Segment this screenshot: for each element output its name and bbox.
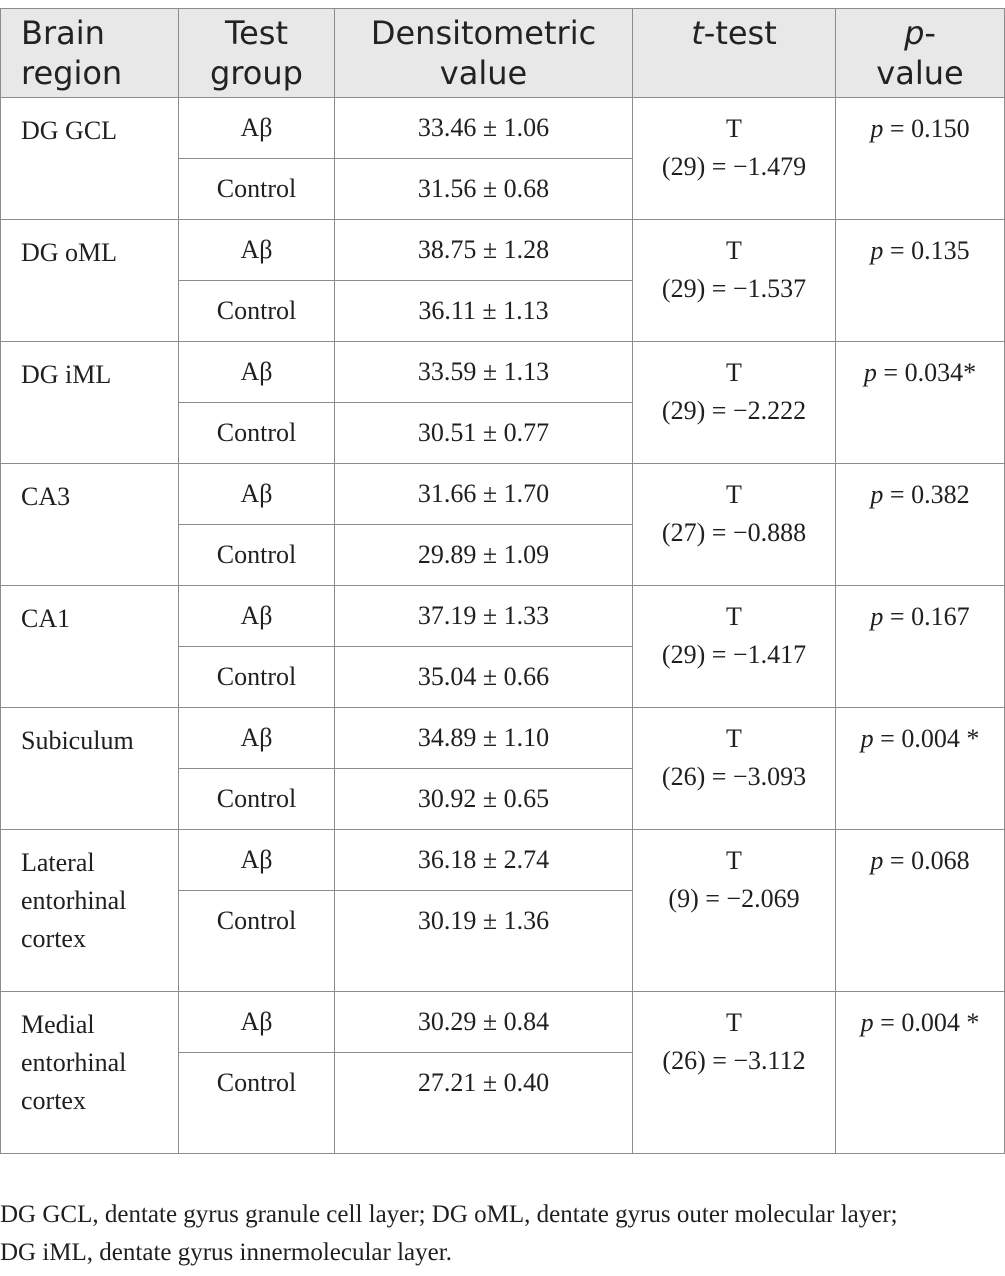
cell-test-group: Aβ (179, 992, 335, 1053)
p-number: = 0.382 (883, 480, 970, 509)
cell-t-test (633, 220, 836, 342)
p-value-text (836, 104, 1004, 154)
t-statistic-value: (26) = −3.112 (662, 1046, 806, 1075)
p-label: p (870, 846, 884, 875)
p-label: p (860, 724, 874, 753)
header-brain-region: Brain region (1, 9, 179, 98)
p-number: = 0.004 * (873, 724, 980, 753)
t-statistic-value: (29) = −1.537 (661, 274, 807, 303)
p-value-text (836, 836, 1004, 886)
cell-p-value (836, 708, 1005, 830)
cell-densitometric-value: 33.59 ± 1.13 (335, 342, 633, 403)
header-row (1, 9, 1005, 98)
cell-densitometric-value: 37.19 ± 1.33 (335, 586, 633, 647)
table-row (1, 708, 1005, 769)
footnote-line: DG GCL, dentate gyrus granule cell layer; DG oML, dentate gyrus outer molecular layer; (0, 1201, 898, 1228)
cell-t-test (633, 830, 836, 992)
region-text: CA3 (21, 482, 71, 511)
header-t-test: t-test (633, 9, 836, 98)
t-statistic-label: T (726, 236, 742, 265)
cell-p-value (836, 98, 1005, 220)
p-value-text (836, 348, 1004, 398)
table-row (1, 342, 1005, 403)
cell-test-group: Aβ (179, 98, 335, 159)
p-number: = 0.068 (883, 846, 970, 875)
cell-t-test (633, 464, 836, 586)
cell-densitometric-value: 27.21 ± 0.40 (335, 1053, 633, 1154)
region-text: Lateral (21, 848, 95, 877)
t-statistic-label: T (726, 602, 742, 631)
cell-test-group: Control (179, 769, 335, 830)
table-row (1, 464, 1005, 525)
cell-test-group: Aβ (179, 830, 335, 891)
t-statistic-value: (29) = −1.417 (661, 640, 807, 669)
cell-brain-region (1, 830, 179, 992)
p-number: = 0.034* (876, 358, 977, 387)
cell-densitometric-value: 30.51 ± 0.77 (335, 403, 633, 464)
p-value-text (836, 998, 1004, 1048)
cell-t-test (633, 586, 836, 708)
cell-test-group: Control (179, 647, 335, 708)
region-text: cortex (21, 1086, 86, 1115)
cell-test-group: Aβ (179, 586, 335, 647)
cell-t-test (633, 992, 836, 1154)
region-text: Medial (21, 1010, 95, 1039)
t-statistic-label: T (726, 358, 742, 387)
cell-densitometric-value: 31.56 ± 0.68 (335, 159, 633, 220)
table-footnote (0, 1196, 1004, 1272)
p-label: p (870, 114, 884, 143)
cell-test-group: Aβ (179, 220, 335, 281)
region-text: entorhinal (21, 886, 127, 915)
p-label: p (860, 1008, 874, 1037)
t-statistic-label: T (726, 480, 742, 509)
cell-brain-region (1, 220, 179, 342)
cell-densitometric-value: 36.11 ± 1.13 (335, 281, 633, 342)
t-statistic-value: (29) = −2.222 (661, 396, 807, 425)
cell-densitometric-value: 30.29 ± 0.84 (335, 992, 633, 1053)
cell-test-group: Control (179, 281, 335, 342)
t-statistic-label: T (726, 114, 742, 143)
p-value-text (836, 226, 1004, 276)
cell-brain-region (1, 992, 179, 1154)
cell-p-value (836, 586, 1005, 708)
cell-densitometric-value: 36.18 ± 2.74 (335, 830, 633, 891)
region-text: cortex (21, 924, 86, 953)
header-p-value: p- value (836, 9, 1005, 98)
cell-test-group: Aβ (179, 708, 335, 769)
cell-densitometric-value: 35.04 ± 0.66 (335, 647, 633, 708)
cell-test-group: Aβ (179, 464, 335, 525)
cell-densitometric-value: 30.19 ± 1.36 (335, 891, 633, 992)
region-text: DG oML (21, 238, 118, 267)
cell-t-test (633, 708, 836, 830)
cell-brain-region (1, 98, 179, 220)
cell-densitometric-value: 30.92 ± 0.65 (335, 769, 633, 830)
cell-test-group: Control (179, 525, 335, 586)
cell-densitometric-value: 34.89 ± 1.10 (335, 708, 633, 769)
t-statistic-value: (29) = −1.479 (661, 152, 807, 181)
p-number: = 0.004 * (873, 1008, 980, 1037)
cell-t-test (633, 342, 836, 464)
cell-densitometric-value: 38.75 ± 1.28 (335, 220, 633, 281)
t-statistic-value: (27) = −0.888 (661, 518, 807, 547)
t-statistic-label: T (726, 724, 742, 753)
table-row (1, 830, 1005, 891)
header-test-group: Test group (179, 9, 335, 98)
p-number: = 0.135 (883, 236, 970, 265)
p-value-text (836, 592, 1004, 642)
cell-brain-region (1, 342, 179, 464)
cell-densitometric-value: 33.46 ± 1.06 (335, 98, 633, 159)
cell-p-value (836, 464, 1005, 586)
header-densitometric-value: Densitometric value (335, 9, 633, 98)
cell-p-value (836, 830, 1005, 992)
t-statistic-value: (9) = −2.069 (668, 884, 800, 913)
cell-densitometric-value: 29.89 ± 1.09 (335, 525, 633, 586)
cell-test-group: Control (179, 159, 335, 220)
cell-test-group: Aβ (179, 342, 335, 403)
region-text: DG iML (21, 360, 112, 389)
p-number: = 0.150 (883, 114, 970, 143)
cell-densitometric-value: 31.66 ± 1.70 (335, 464, 633, 525)
cell-p-value (836, 220, 1005, 342)
p-label: p (870, 602, 884, 631)
region-text: DG GCL (21, 116, 118, 145)
cell-test-group: Control (179, 403, 335, 464)
cell-brain-region (1, 708, 179, 830)
cell-brain-region (1, 464, 179, 586)
table-row (1, 992, 1005, 1053)
table-row (1, 98, 1005, 159)
p-label: p (870, 236, 884, 265)
cell-test-group: Control (179, 891, 335, 992)
cell-p-value (836, 992, 1005, 1154)
t-statistic-value: (26) = −3.093 (661, 762, 807, 791)
p-number: = 0.167 (883, 602, 970, 631)
cell-t-test (633, 98, 836, 220)
table-body (1, 98, 1005, 1154)
footnote-line: DG iML, dentate gyrus innermolecular layer. (0, 1239, 452, 1266)
densitometry-table (0, 8, 1005, 1154)
region-text: Subiculum (21, 726, 134, 755)
table-row (1, 586, 1005, 647)
region-text: entorhinal (21, 1048, 127, 1077)
table-row (1, 220, 1005, 281)
t-statistic-label: T (726, 1008, 742, 1037)
cell-test-group: Control (179, 1053, 335, 1154)
p-label: p (863, 358, 877, 387)
p-value-text (836, 714, 1004, 764)
region-text: CA1 (21, 604, 71, 633)
t-statistic-label: T (726, 846, 742, 875)
cell-brain-region (1, 586, 179, 708)
p-value-text (836, 470, 1004, 520)
p-label: p (870, 480, 884, 509)
cell-p-value (836, 342, 1005, 464)
